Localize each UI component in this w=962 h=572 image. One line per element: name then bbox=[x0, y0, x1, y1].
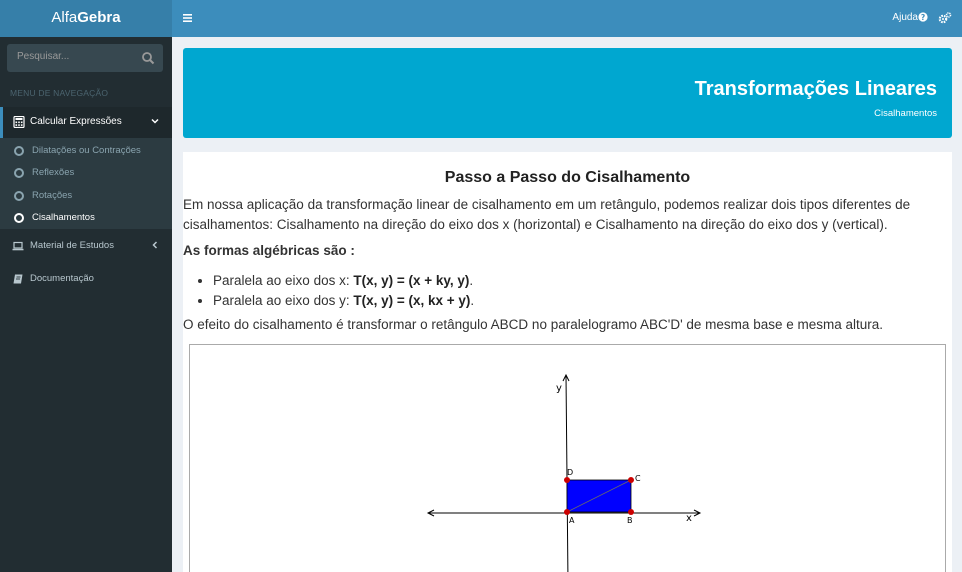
sidebar-item-label: Calcular Expressões bbox=[30, 116, 122, 127]
label-c: C bbox=[635, 474, 641, 483]
sidebar-item-material-de-estudos[interactable] bbox=[0, 230, 172, 260]
sidebar bbox=[0, 37, 172, 572]
logo-bold: Gebra bbox=[77, 9, 121, 26]
circle-icon bbox=[14, 146, 24, 156]
submenu-item-cisalhamentos[interactable] bbox=[0, 207, 172, 229]
formula-list bbox=[213, 271, 713, 311]
chevron-down-icon bbox=[150, 116, 160, 126]
sidebar-item-label: Documentação bbox=[30, 273, 94, 284]
effect-paragraph: O efeito do cisalhamento é transformar o retângulo ABCD no paralelogramo ABC'D' de mesma base e mesma altura. bbox=[183, 317, 884, 332]
search-form[interactable] bbox=[7, 44, 163, 72]
submenu-item-label: Dilatações ou Contrações bbox=[32, 145, 141, 156]
content-box bbox=[183, 152, 952, 572]
logo-prefix: Alfa bbox=[51, 9, 78, 26]
point-a bbox=[564, 509, 570, 515]
shear-diagram bbox=[190, 345, 945, 572]
search-input[interactable]: Pesquisar... bbox=[17, 51, 70, 62]
label-b: B bbox=[627, 516, 633, 525]
list-item bbox=[213, 271, 713, 291]
sidebar-item-calcular-expressoes[interactable] bbox=[0, 107, 172, 138]
laptop-icon bbox=[12, 240, 24, 252]
y-axis-label: y bbox=[556, 383, 562, 394]
gears-icon[interactable] bbox=[938, 11, 952, 25]
list-item-text: Paralela ao eixo dos y: bbox=[213, 293, 354, 308]
search-icon[interactable] bbox=[141, 51, 155, 65]
submenu-item-label: Rotações bbox=[32, 190, 73, 201]
hamburger-icon[interactable] bbox=[182, 12, 194, 24]
content-title: Passo a Passo do Cisalhamento bbox=[444, 169, 691, 186]
formula: T(x, y) = (x, kx + y) bbox=[353, 293, 471, 308]
help-link[interactable]: Ajuda bbox=[892, 12, 918, 23]
sidebar-item-label: Material de Estudos bbox=[30, 240, 114, 251]
circle-icon bbox=[14, 213, 24, 223]
forms-title: As formas algébricas são : bbox=[183, 243, 355, 258]
submenu-item-reflexoes[interactable] bbox=[0, 162, 172, 184]
list-item-suffix: . bbox=[470, 293, 475, 308]
list-item bbox=[213, 291, 713, 311]
calculator-icon bbox=[13, 116, 25, 128]
submenu-item-label: Reflexões bbox=[32, 167, 75, 178]
app-logo[interactable] bbox=[0, 0, 172, 37]
list-item-suffix: . bbox=[469, 273, 474, 288]
formula: T(x, y) = (x + ky, y) bbox=[353, 273, 470, 288]
question-circle-icon[interactable] bbox=[918, 12, 928, 22]
page-subtitle: Cisalhamentos bbox=[874, 108, 937, 119]
book-icon bbox=[12, 273, 24, 285]
page-title: Transformações Lineares bbox=[694, 78, 937, 100]
top-navbar bbox=[172, 0, 962, 37]
submenu bbox=[0, 138, 172, 229]
submenu-item-label: Cisalhamentos bbox=[32, 212, 95, 223]
point-d bbox=[564, 477, 570, 483]
label-a: A bbox=[569, 516, 575, 525]
circle-icon bbox=[14, 168, 24, 178]
label-d: D bbox=[567, 468, 574, 477]
point-c bbox=[628, 477, 634, 483]
list-item-text: Paralela ao eixo dos x: bbox=[213, 273, 354, 288]
point-b bbox=[628, 509, 634, 515]
svg-text:?: ? bbox=[920, 13, 926, 22]
chevron-left-icon bbox=[150, 240, 160, 250]
circle-icon bbox=[14, 191, 24, 201]
submenu-item-rotacoes[interactable] bbox=[0, 185, 172, 207]
menu-header: MENU DE NAVEGAÇÃO bbox=[10, 88, 109, 98]
intro-paragraph: Em nossa aplicação da transformação linear de cisalhamento em um retângulo, podemos realizar dois tipos diferentes de cisalhamentos: Cisalhamento na direção do eixo dos x (horizontal) e Cisalhamento na direção do eixo dos y (vertical). bbox=[183, 197, 911, 232]
page-header-banner bbox=[183, 48, 952, 138]
sidebar-item-documentacao[interactable] bbox=[0, 263, 172, 293]
shear-figure bbox=[189, 344, 946, 572]
submenu-item-dilatacoes[interactable] bbox=[0, 140, 172, 162]
x-axis-label: x bbox=[686, 513, 692, 524]
